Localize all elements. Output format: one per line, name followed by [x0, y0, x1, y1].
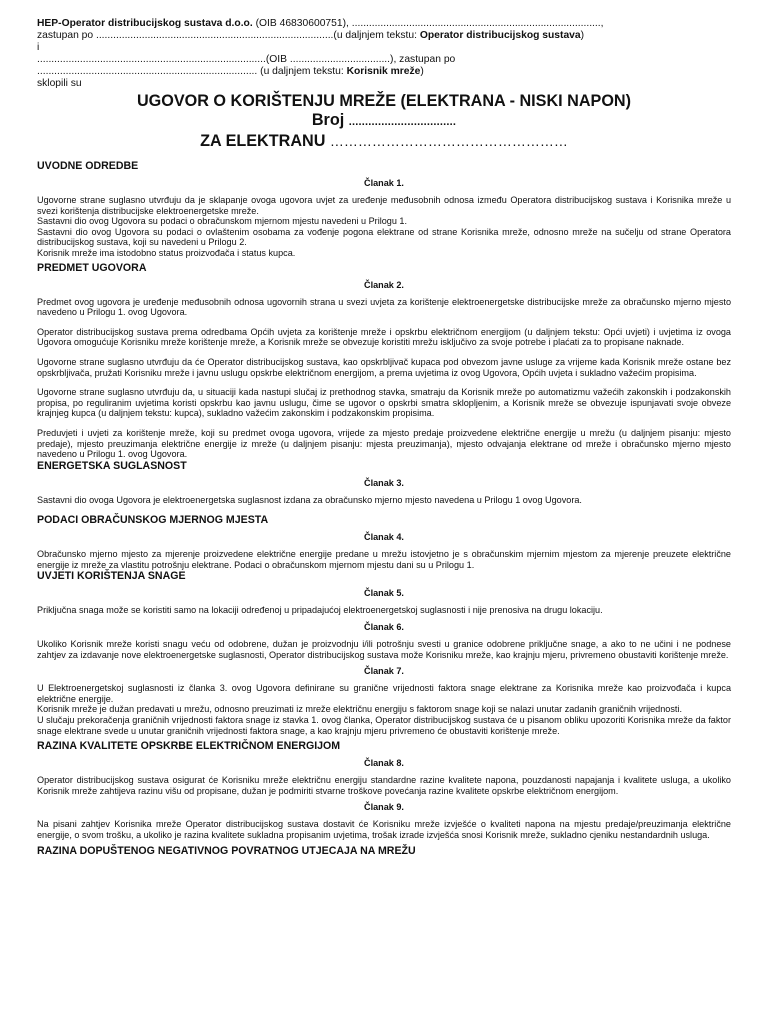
paragraph: Ugovorne strane suglasno utvrđuju da, u situaciji kada nastupi slučaj iz prethodnog stavka, smatraju da Korisnik mreže po automatizmu važećih zakonskih i podzakonskih propisa, po reguliranim uvjetima koristi opskrbu kao javnu uslugu, čime se ugovor o opskrbi smatra sklopljenim, a Korisnik mreže se obvezuje ispunjavati svoje obveze krajnjeg kupca (u daljnjem tekstu: kupca), sukladno važećim zakonskim i podzakonskim propisima. — [37, 387, 731, 419]
paragraph: Sastavni dio ovoga Ugovora je elektroenergetska suglasnost izdana za obračunsko mjerno mjesto navedena u Prilogu 1 ovog Ugovora. — [37, 494, 582, 505]
section-heading: ENERGETSKA SUGLASNOST — [37, 459, 187, 472]
article-heading: Članak 9. — [364, 802, 404, 813]
paragraph: U Elektroenergetskoj suglasnosti iz članka 3. ovog Ugovora definirane su granične vrijednosti faktora snage elektrane za Korisnika mreže kao proizvođača i kupca električne energije. — [37, 683, 731, 704]
preamble-line-4: ................................................................................(OIB ...................................), zastupan po — [37, 54, 456, 65]
paragraph: Korisnik mreže je dužan predavati u mrežu, odnosno preuzimati iz mreže električnu energiju s faktorom snage koji se nalazi unutar zadanih graničnih vrijednosti. — [37, 704, 682, 715]
paragraph: U slučaju prekoračenja graničnih vrijednosti faktora snage iz stavka 1. ovog članka, Operator distribucijskog sustava će u pisanom obliku upozoriti Korisnika mreže da faktor snage elektrane svede u unutar graničnih vrijednosti faktora snage, a kao krajnju mjeru privremeno će obustaviti korištenje mreže. — [37, 715, 731, 736]
paragraph: Ugovorne strane suglasno utvrđuju da će Operator distribucijskog sustava, kao opskrbljivač kupaca pod obvezom javne usluge za vrijeme kada Korisnik mreže ostane bez opskrbljivača, pružati Korisniku mreže i javnu uslugu opskrbe električnom energijom, a prema uvjetima iz ovog Ugovora, Općih uvjeta i sukladno važećim propisima. — [37, 356, 731, 378]
preamble-line-5 — [37, 66, 731, 78]
paragraph: Sastavni dio ovog Ugovora su podaci o obračunskom mjernom mjestu navedeni u Prilogu 1. — [37, 216, 408, 227]
preamble-line-2 — [37, 30, 731, 42]
paragraph: Ugovorne strane suglasno utvrđuju da je sklapanje ovoga ugovora uvjet za uređenje međusobnih odnosa između Operatora distribucijskog sustava i Korisnika mreže u svezi korištenja distribucijske elektroenergetske mreže. — [37, 195, 731, 216]
article-heading: Članak 7. — [364, 666, 404, 677]
document-page — [37, 18, 731, 857]
closing-paren: ) — [420, 66, 424, 77]
section-heading: RAZINA KVALITETE OPSKRBE ELEKTRIČNOM ENERGIJOM — [37, 740, 341, 753]
paragraph: Ukoliko Korisnik mreže koristi snagu veću od odobrene, dužan je proizvodnju i/ili potrošnju svesti u granice odobrene priključne snage, a ako to ne učini i ne podnese zahtjev za izdavanje nove elektroenergetske suglasnosti, Operator distribucijskog sustava može Korisniku mreže, kao krajnju mjeru, privremeno obustaviti korištenje mreže. — [37, 639, 731, 660]
paragraph: Priključna snaga može se koristiti samo na lokaciji određenoj u pripadajućoj elektroenergetskoj suglasnosti i nije prenosiva na drugu lokaciju. — [37, 605, 603, 616]
section-heading: PODACI OBRAČUNSKOG MJERNOG MJESTA — [37, 514, 269, 527]
article-heading: Članak 8. — [364, 758, 404, 769]
plant-label: ZA ELEKTRANU — [200, 132, 326, 150]
user-alias: Korisnik mreže — [346, 66, 421, 77]
operator-oib: (OIB 46830600751), ......................................................................................., — [252, 18, 604, 29]
plant-name — [37, 132, 731, 151]
operator-representative: zastupan po ...................................................................................(u daljnjem tekstu: — [37, 30, 420, 41]
section-heading: RAZINA DOPUŠTENOG NEGATIVNOG POVRATNOG UTJECAJA NA MREŽU — [37, 844, 416, 857]
article-heading: Članak 6. — [364, 622, 404, 633]
article-heading: Članak 2. — [364, 279, 404, 290]
document-title: UGOVOR O KORIŠTENJU MREŽE (ELEKTRANA - NISKI NAPON) — [136, 92, 632, 110]
paragraph: Preduvjeti i uvjeti za korištenje mreže, koji su predmet ovoga ugovora, vrijede za mjesto predaje proizvedene električne energije u mrežu (u daljnjem pisanju: mjesto predaje), mjesto preuzimanja električne energije iz mreže (u daljnjem pisanju: mjesta preuzimanja), mjesto odvajanja elektrane od mreže i obračunsko mjerno mjesto navedeno u Prilogu 1. ovog Ugovora. — [37, 427, 731, 460]
contract-number — [37, 111, 731, 132]
paragraph: Korisnik mreže ima istodobno status proizvođača i status kupca. — [37, 247, 296, 258]
preamble-line-6: sklopili su — [37, 78, 82, 89]
paragraph: Obračunsko mjerno mjesto za mjerenje proizvedene električne energije predane u mrežu istovjetno je s obračunskim mjernim mjestom za mjerenje preuzete električne energije iz mreže za vlastitu potrošnju elektrane. Podaci o obračunskom mjernom mjestu dani su u Prilogu 1. — [37, 549, 731, 570]
section-heading: PREDMET UGOVORA — [37, 261, 147, 274]
paragraph: Predmet ovog ugovora je uređenje međusobnih odnosa ugovornih strana u svezi uvjeta za korištenje elektroenergetske distribucijske mreže za obračunsko mjerno mjesto navedeno u Prilogu 1. ovog Ugovora. — [37, 296, 731, 318]
preamble-line-1 — [37, 18, 731, 30]
paragraph: Sastavni dio ovog Ugovora su podaci o ovlaštenim osobama za vođenje pogona elektrane od strane Korisnika mreže, odnosno mreže na sučelju od strane Operatora distribucijskog sustava, koji su navedeni u Prilogu 2. — [37, 226, 731, 248]
plant-placeholder: …………………………………………… — [329, 133, 568, 149]
article-heading: Članak 4. — [364, 532, 404, 543]
section-heading: UVODNE ODREDBE — [37, 160, 139, 172]
article-heading: Članak 3. — [364, 477, 404, 488]
number-placeholder: ................................. — [348, 116, 457, 128]
preamble-line-3: i — [37, 42, 40, 53]
article-heading: Članak 1. — [364, 178, 404, 188]
number-label: Broj — [311, 111, 345, 129]
section-heading: UVJETI KORIŠTENJA SNAGE — [37, 570, 186, 583]
operator-name: HEP-Operator distribucijskog sustava d.o.o. — [37, 18, 253, 29]
article-heading: Članak 5. — [364, 588, 404, 599]
operator-alias: Operator distribucijskog sustava — [419, 30, 581, 41]
paragraph: Operator distribucijskog sustava osigurat će Korisniku mreže električnu energiju standardne razine kvalitete napona, pouzdanosti napajanja i kvalitete usluga, a ukoliko Korisnik mreže zahtijeva razinu višu od propisane, dužan je podmiriti stvarne troškove povećanja razine kvalitete opskrbe električnom energijom. — [37, 775, 731, 796]
paragraph: Operator distribucijskog sustava prema odredbama Općih uvjeta za korištenje mreže i opskrbu električnom energijom (u daljnjem tekstu: Opći uvjeti) i uvjetima iz ovoga Ugovora omogućuje Korisniku mreže korištenje mreže, a Korisnik mreže se obvezuje koristiti mrežu isključivo za svoje potrebe i plaćati za to propisane naknade. — [37, 326, 731, 348]
closing-paren: ) — [580, 30, 585, 41]
paragraph: Na pisani zahtjev Korisnika mreže Operator distribucijskog sustava dostavit će Korisniku mreže izvješće o kvaliteti napona na mjestu predaje/preuzimanja električne energije, o svom trošku, a ukoliko je razina kvalitete sukladna propisanim uvjetima, trošak izrade izvješća snosi Korisnik mreže, sukladno cjeniku nestandardnih usluga. — [37, 819, 731, 840]
user-representative: ............................................................................. (u daljnjem tekstu: — [37, 66, 347, 77]
